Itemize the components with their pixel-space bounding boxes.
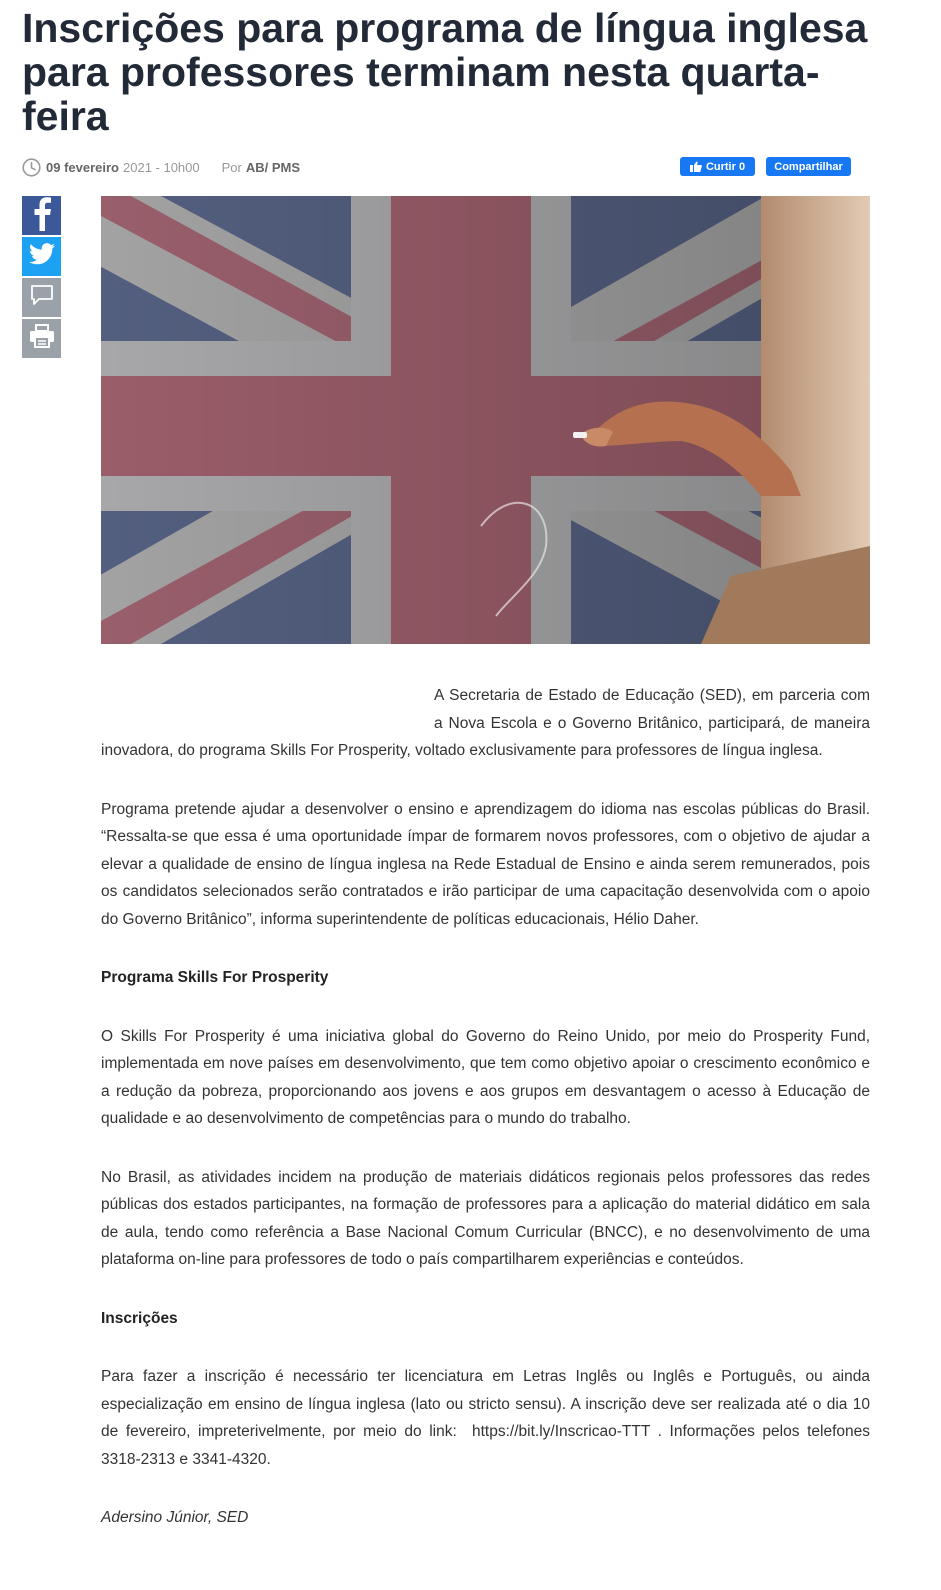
section-heading-inscricoes: Inscrições [101, 1309, 178, 1327]
registration-text: Para fazer a inscrição é necessário ter licenciatura em Letras Inglês ou Inglês e Português, ou ainda especialização em ensino de língua inglesa (lato ou stricto sensu). A inscrição deve ser realizada até o dia 10 de fevereiro, impreterivelmente, por meio do link: [101, 1368, 870, 1440]
thumbs-up-icon [690, 161, 702, 172]
embed-placeholder [101, 682, 434, 737]
facebook-like-button[interactable] [680, 157, 755, 176]
share-twitter-button[interactable] [22, 237, 61, 276]
author-name: AB/ PMS [245, 159, 301, 175]
paragraph-program-goal: Programa pretende ajudar a desenvolver o ensino e aprendizagem do idioma nas escolas públicas do Brasil. “Ressalta-se que essa é uma oportunidade ímpar de formarem novos professores, com o objetivo de ajudar a elevar a qualidade de ensino de língua inglesa na Rede Estadual de Ensino e ainda serem remunerados, pois os candidatos selecionados serão contratados e irão participar de uma capacitação desenvolvida com o apoio do Governo Britânico”, informa superintendente de políticas educacionais, Hélio Daher. [101, 800, 870, 928]
paragraph-skills-description: O Skills For Prosperity é uma iniciativa global do Governo do Reino Unido, por meio do Prosperity Fund, implementada em nove países em desenvolvimento, que tem como objetivo apoiar o crescimento econômico e a redução da pobreza, proporcionando aos jovens e aos grupos em desvantagem o acesso à Educação de qualidade e ao desenvolvimento de competências para o mundo do trabalho. [101, 1027, 870, 1127]
author-prefix: Por [221, 159, 242, 175]
hero-image [101, 196, 870, 644]
like-label: Curtir 0 [705, 160, 746, 173]
union-jack-chalkboard-photo [101, 196, 870, 644]
section-heading-skills: Programa Skills For Prosperity [101, 969, 329, 986]
publish-year-time: 2021 - 10h00 [123, 159, 200, 175]
registration-contacts: . Informações pelos telefones 3318-2313 e 3341-4320. [101, 1423, 870, 1468]
twitter-icon [29, 243, 55, 270]
print-icon [29, 324, 55, 353]
article-body [101, 682, 870, 1563]
paragraph-intro: A Secretaria de Estado de Educação (SED), em parceria com a Nova Escola e o Governo Britânico, participará, de maneira inovadora, do programa Skills For Prosperity, voltado exclusivamente para professores de língua inglesa. [101, 687, 870, 759]
print-button[interactable] [22, 319, 61, 358]
share-rail [22, 196, 61, 360]
article-meta [22, 156, 300, 178]
comment-button[interactable] [22, 278, 61, 317]
registration-link[interactable]: https://bit.ly/Inscricao-TTT [472, 1423, 651, 1440]
comment-icon [30, 284, 54, 311]
facebook-share-button[interactable]: Compartilhar [766, 157, 851, 176]
clock-icon [22, 158, 41, 177]
facebook-buttons [680, 157, 851, 176]
share-facebook-button[interactable] [22, 196, 61, 235]
article-title: Inscrições para programa de língua inglesa para professores terminam nesta quarta-feira [22, 5, 868, 139]
article-signature: Adersino Júnior, SED [101, 1509, 249, 1526]
paragraph-brazil-activities: No Brasil, as atividades incidem na produção de materiais didáticos regionais pelos professores das redes públicas dos estados participantes, na formação de professores para a aplicação do material didático em sala de aula, tendo como referência a Base Nacional Comum Curricular (BNCC), e no desenvolvimento de uma plataforma on-line para professores de todo o país compartilharem experiências e conteúdos. [101, 1168, 870, 1268]
publish-date: 09 fevereiro [46, 159, 119, 175]
facebook-icon [31, 195, 53, 236]
paragraph-registration [101, 1363, 870, 1473]
